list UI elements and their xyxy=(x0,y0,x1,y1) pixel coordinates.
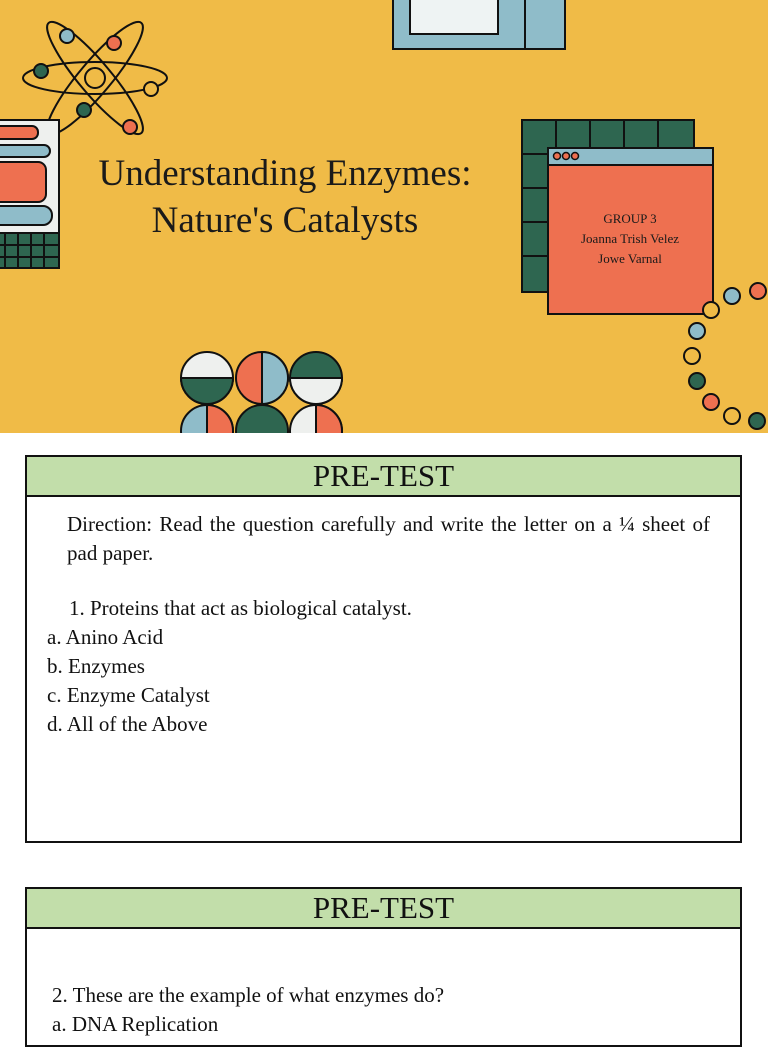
choice-list xyxy=(27,1010,740,1039)
pretest-heading: PRE-TEST xyxy=(27,889,740,929)
choice-item: a. DNA Replication xyxy=(52,1012,219,1036)
choice-item: c. Enzyme Catalyst xyxy=(47,683,210,707)
group-credits xyxy=(550,209,710,269)
tablet-icon xyxy=(0,120,59,268)
choice-item: d. All of the Above xyxy=(47,712,208,736)
title-slide xyxy=(0,0,768,433)
title-line-1: Understanding Enzymes: xyxy=(98,153,472,194)
pretest-heading: PRE-TEST xyxy=(27,457,740,497)
title-line-2: Nature's Catalysts xyxy=(151,200,419,241)
member-name: Joanna Trish Velez xyxy=(581,231,679,246)
choice-list xyxy=(27,623,740,739)
choice-item: b. Enzymes xyxy=(47,654,145,678)
half-circle-pattern xyxy=(181,352,342,433)
pretest-card-1 xyxy=(25,455,742,843)
window-icon xyxy=(393,0,565,49)
question-text: 2. These are the example of what enzymes do? xyxy=(52,983,445,1007)
choice-item: a. Anino Acid xyxy=(47,625,164,649)
direction-text: Direction: Read the question carefully and write the letter on a ¼ sheet of pad paper. xyxy=(67,512,710,565)
pretest-card-2 xyxy=(25,887,742,1047)
pretest-body xyxy=(27,497,740,739)
slide-title xyxy=(70,150,500,244)
member-name: Jowe Varnal xyxy=(598,251,662,266)
group-label: GROUP 3 xyxy=(603,211,657,226)
question-text: 1. Proteins that act as biological catalyst. xyxy=(69,596,412,620)
pretest-body xyxy=(27,981,740,1039)
